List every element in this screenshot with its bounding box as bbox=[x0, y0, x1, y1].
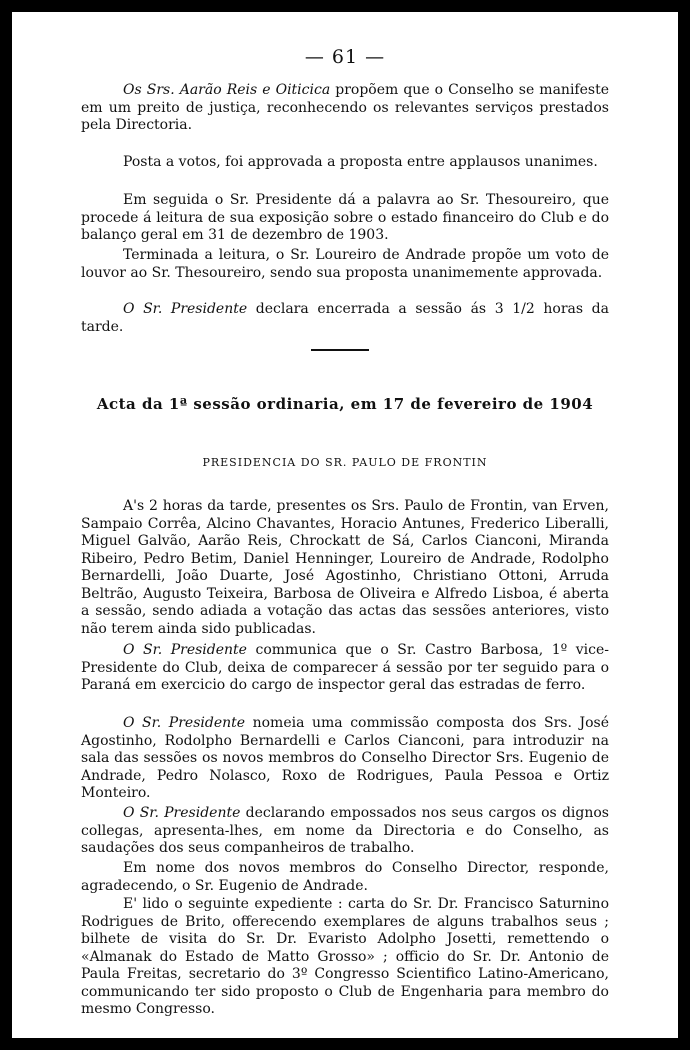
page-number: — 61 — bbox=[304, 46, 386, 68]
acta-title: Acta da 1ª sessão ordinaria, em 17 de fevereiro de 1904 bbox=[96, 395, 594, 413]
presidency-heading: PRESIDENCIA DO SR. PAULO DE FRONTIN bbox=[202, 456, 488, 469]
paragraph-session-closed bbox=[81, 301, 609, 336]
section-divider bbox=[311, 349, 369, 351]
paragraph-text: propõem que o Conselho se manifeste em um preito de justiça, reconhecendo os relevantes serviços prestados pela Directoria. bbox=[81, 82, 609, 133]
paragraph-new-members-reply bbox=[81, 860, 609, 895]
paragraph-text: declara encerrada a sessão ás 3 1/2 horas da tarde. bbox=[81, 301, 609, 335]
paragraph-vice-president-absence bbox=[81, 642, 609, 695]
paragraph-lead: O Sr. Presidente bbox=[123, 805, 241, 821]
paragraph-commission-named bbox=[81, 715, 609, 803]
paragraph-members-sworn-in bbox=[81, 805, 609, 858]
paragraph-attendance bbox=[81, 498, 609, 638]
paragraph-text: nomeia uma commissão composta dos Srs. José Agostinho, Rodolpho Bernardelli e Carlos Cianconi, para introduzir na sala das sessões os novos membros do Conselho Director Srs. Eugenio de Andrade, Pedro Nolasco, Roxo de Rodrigues, Paula Pessoa e Ortiz Monteiro. bbox=[81, 715, 609, 801]
paragraph-lead: Os Srs. Aarão Reis e Oiticica bbox=[123, 82, 331, 98]
paragraph-treasurer-report bbox=[81, 192, 609, 245]
paragraph-text: Em seguida o Sr. Presidente dá a palavra ao Sr. Thesoureiro, que procede á leitura de sua exposição sobre o estado financeiro do Club e do balanço geral em 31 de dezembro de 1903. bbox=[81, 192, 609, 243]
paragraph-vote-approved bbox=[81, 154, 609, 172]
paragraph-correspondence bbox=[81, 896, 609, 1019]
document-page bbox=[12, 12, 678, 1038]
paragraph-lead: O Sr. Presidente bbox=[123, 642, 247, 658]
paragraph-text: Em nome dos novos membros do Conselho Director, responde, agradecendo, o Sr. Eugenio de Andrade. bbox=[81, 860, 609, 894]
paragraph-vote-of-praise bbox=[81, 247, 609, 282]
paragraph-text: Posta a votos, foi approvada a proposta entre applausos unanimes. bbox=[123, 154, 598, 170]
paragraph-homage-proposal bbox=[81, 82, 609, 135]
paragraph-lead: O Sr. Presidente bbox=[123, 715, 246, 731]
paragraph-text: A's 2 horas da tarde, presentes os Srs. Paulo de Frontin, van Erven, Sampaio Corrêa, Alcino Chavantes, Horacio Antunes, Frederico Liberalli, Miguel Galvão, Aarão Reis, Chrockatt de Sá, Carlos Cianconi, Miranda Ribeiro, Pedro Betim, Daniel Henninger, Loureiro de Andrade, Rodolpho Bernardelli, João Duarte, José Agostinho, Christiano Ottoni, Arruda Beltrão, Augusto Teixeira, Barbosa de Oliveira e Alfredo Lisboa, é aberta a sessão, sendo adiada a votação das actas das sessões anteriores, visto não terem ainda sido publicadas. bbox=[81, 498, 609, 637]
paragraph-lead: O Sr. Presidente bbox=[123, 301, 248, 317]
paragraph-text: Terminada a leitura, o Sr. Loureiro de Andrade propõe um voto de louvor ao Sr. Thesoureiro, sendo sua proposta unanimemente approvada. bbox=[81, 247, 609, 281]
paragraph-text: declarando empossados nos seus cargos os dignos collegas, apresenta-lhes, em nome da Directoria e do Conselho, as saudações dos seus companheiros de trabalho. bbox=[81, 805, 609, 856]
paragraph-text: communica que o Sr. Castro Barbosa, 1º vice-Presidente do Club, deixa de comparecer á sessão por ter seguido para o Paraná em exercicio do cargo de inspector geral das estradas de ferro. bbox=[81, 642, 609, 693]
paragraph-text: E' lido o seguinte expediente : carta do Sr. Dr. Francisco Saturnino Rodrigues de Brito, offerecendo exemplares de alguns trabalhos seus ; bilhete de visita do Sr. Dr. Evaristo Adolpho Josetti, remettendo o «Almanak do Estado de Matto Grosso» ; officio do Sr. Dr. Antonio de Paula Freitas, secretario do 3º Congresso Scientifico Latino-Americano, communicando ter sido proposto o Club de Engenharia para membro do mesmo Congresso. bbox=[81, 896, 609, 1017]
